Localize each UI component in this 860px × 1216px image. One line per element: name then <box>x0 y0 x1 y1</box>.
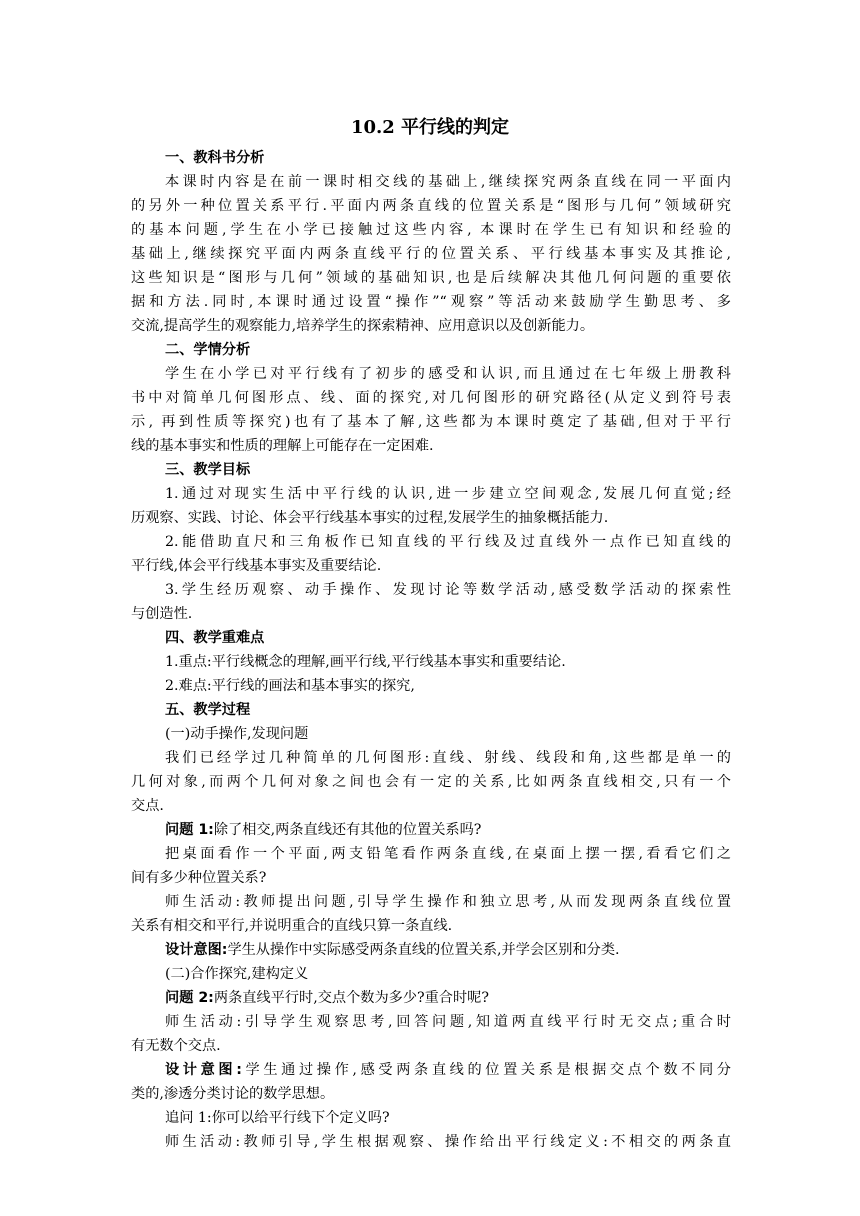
labeled-paragraph-line <box>131 1058 731 1082</box>
line-label: 问题 2: <box>165 990 214 1006</box>
labeled-paragraph-line <box>131 938 731 962</box>
section-heading: 四、教学重难点 <box>165 630 265 646</box>
section-heading: 一、教科书分析 <box>165 150 265 166</box>
section-heading: 三、教学目标 <box>165 462 251 478</box>
paragraph-line: 平行线,体会平行线基本事实及重要结论. <box>131 558 382 574</box>
paragraph-line: 几何对象,而两个几何对象之间也会有一定的关系,比如两条直线相交,只有一个 <box>131 774 731 790</box>
paragraph-line: 学生在小学已对平行线有了初步的感受和认识,而且通过在七年级上册教科 <box>165 366 731 382</box>
paragraph-line: 有无数个交点. <box>131 1038 221 1054</box>
paragraph-line: 交点. <box>131 798 164 814</box>
paragraph-line: 2.能借助直尺和三角板作已知直线的平行线及过直线外一点作已知直线的 <box>165 534 731 550</box>
labeled-paragraph-line <box>131 818 731 842</box>
paragraph-line: 3.学生经历观察、动手操作、发现讨论等数学活动,感受数学活动的探索性 <box>165 582 731 598</box>
paragraph-line: 1.通过对现实生活中平行线的认识,进一步建立空间观念,发展几何直觉;经 <box>165 486 731 502</box>
paragraph-line: 的基本问题,学生在小学已接触过这些内容, 本课时在学生已有知识和经验的 <box>131 222 731 238</box>
paragraph-line: 1.重点:平行线概念的理解,画平行线,平行线基本事实和重要结论. <box>165 654 566 670</box>
paragraph-line: 关系有相交和平行,并说明重合的直线只算一条直线. <box>131 918 453 934</box>
paragraph-line: 历观察、实践、讨论、体会平行线基本事实的过程,发展学生的抽象概括能力. <box>131 510 609 526</box>
paragraph-line: 示, 再到性质等探究)也有了基本了解,这些都为本课时奠定了基础,但对于平行 <box>131 414 731 430</box>
paragraph-line: 师生活动:教师引导,学生根据观察、操作给出平行线定义:不相交的两条直 <box>165 1134 731 1150</box>
paragraph-line: 我们已经学过几种简单的几何图形:直线、射线、线段和角,这些都是单一的 <box>165 750 731 766</box>
line-text: 除了相交,两条直线还有其他的位置关系吗? <box>213 822 482 838</box>
paragraph-line: 书中对简单几何图形点、线、面的探究,对几何图形的研究路径(从定义到符号表 <box>131 390 731 406</box>
paragraph-line: 2.难点:平行线的画法和基本事实的探究, <box>165 678 415 694</box>
line-text: 学生从操作中实际感受两条直线的位置关系,并学会区别和分类. <box>227 942 620 958</box>
paragraph-line: 把桌面看作一个平面,两支铅笔看作两条直线,在桌面上摆一摆,看看它们之 <box>165 846 731 862</box>
paragraph-line: 这些知识是“图形与几何”领域的基础知识,也是后续解决其他几何问题的重要依 <box>131 270 731 286</box>
paragraph-line: 追问 1:你可以给平行线下个定义吗? <box>165 1110 390 1126</box>
paragraph-line: 的另外一种位置关系平行.平面内两条直线的位置关系是“图形与几何”领域研究 <box>131 198 731 214</box>
line-label: 问题 1: <box>165 822 214 838</box>
line-label: 设计意图: <box>165 942 228 958</box>
paragraph-line: 间有多少种位置关系? <box>131 870 267 886</box>
paragraph-line: 基础上,继续探究平面内两条直线平行的位置关系、平行线基本事实及其推论, <box>131 246 731 262</box>
paragraph-line: (一)动手操作,发现问题 <box>165 726 309 742</box>
line-label: 设计意图: <box>165 1062 242 1078</box>
paragraph-line: 类的,渗透分类讨论的数学思想。 <box>131 1086 335 1102</box>
paragraph-line: 与创造性. <box>131 606 193 622</box>
paragraph-line: 线的基本事实和性质的理解上可能存在一定困难. <box>131 438 434 454</box>
labeled-paragraph-line <box>131 986 731 1010</box>
section-heading: 五、教学过程 <box>165 702 251 718</box>
line-text: 学生通过操作,感受两条直线的位置关系是根据交点个数不同分 <box>241 1062 731 1078</box>
document-body <box>131 146 731 1154</box>
line-text: 两条直线平行时,交点个数为多少?重合时呢? <box>213 990 489 1006</box>
paragraph-line: 据和方法.同时,本课时通过设置“操作”“观察”等活动来鼓励学生勤思考、多 <box>131 294 731 310</box>
paragraph-line: (二)合作探究,建构定义 <box>165 966 309 982</box>
document-title: 10.2 平行线的判定 <box>350 117 510 138</box>
paragraph-line: 本课时内容是在前一课时相交线的基础上,继续探究两条直线在同一平面内 <box>165 174 731 190</box>
paragraph-line: 交流,提高学生的观察能力,培养学生的探索精神、应用意识以及创新能力。 <box>131 318 595 334</box>
paragraph-line: 师生活动:引导学生观察思考,回答问题,知道两直线平行时无交点;重合时 <box>165 1014 731 1030</box>
section-heading: 二、学情分析 <box>165 342 251 358</box>
paragraph-line: 师生活动:教师提出问题,引导学生操作和独立思考,从而发现两条直线位置 <box>165 894 731 910</box>
